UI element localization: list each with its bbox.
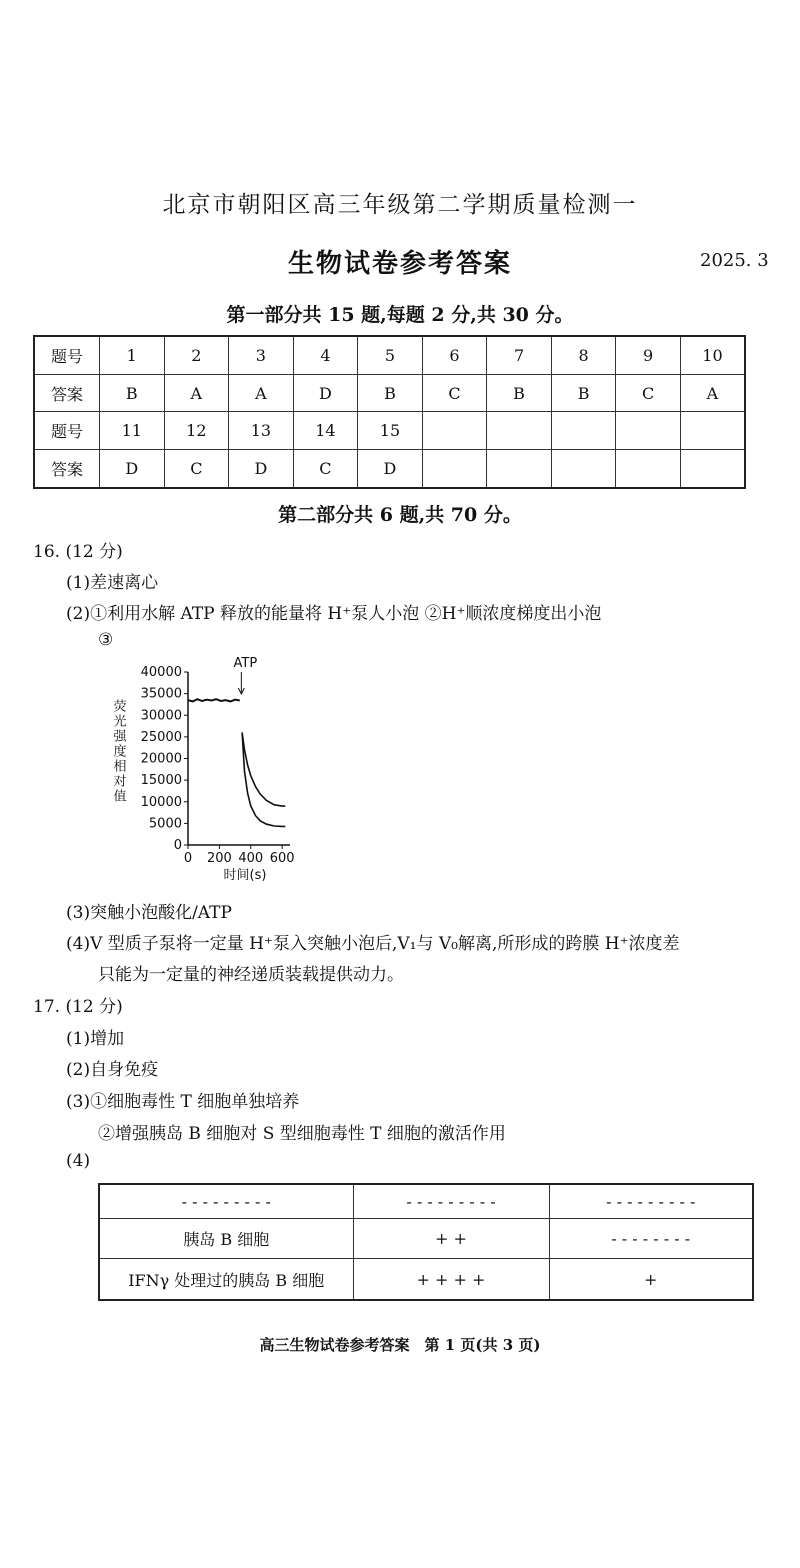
table-cell	[616, 412, 681, 450]
table-cell: - - - - - - - -	[549, 1218, 753, 1258]
table-cell: D	[293, 374, 358, 412]
fluorescence-chart	[110, 655, 310, 895]
y-tick-label: 25000	[140, 729, 182, 745]
table-cell	[487, 450, 552, 488]
table-cell: B	[100, 374, 165, 412]
part1-heading: 第一部分共 15 题,每题 2 分,共 30 分。	[226, 304, 574, 326]
q16-answer-4-line1: (4)V 型质子泵将一定量 H⁺泵入突触小泡后,V₁与 V₀解离,所形成的跨膜 H⁺浓度差	[66, 934, 680, 954]
y-tick-label: 10000	[140, 794, 182, 810]
series-line-lower	[242, 733, 285, 827]
table-cell: 6	[422, 336, 487, 374]
table-cell: 胰岛 B 细胞	[99, 1218, 353, 1258]
table-cell: D	[100, 450, 165, 488]
row-label: 题号	[34, 412, 100, 450]
q17-answer-3-1: (3)①细胞毒性 T 细胞单独培养	[66, 1092, 300, 1112]
q17-answer-3-2: ②增强胰岛 B 细胞对 S 型细胞毒性 T 细胞的激活作用	[98, 1124, 506, 1144]
q16-heading: 16. (12 分)	[33, 542, 123, 562]
table-cell	[680, 412, 745, 450]
table-cell: 8	[551, 336, 616, 374]
y-tick-label: 35000	[140, 686, 182, 702]
table-cell: C	[164, 450, 229, 488]
table-cell	[422, 450, 487, 488]
table-cell: 15	[358, 412, 423, 450]
answer-table	[33, 335, 746, 489]
table-cell: + +	[353, 1218, 549, 1258]
table-cell: 3	[229, 336, 294, 374]
y-tick-label: 30000	[140, 708, 182, 724]
table-cell: A	[164, 374, 229, 412]
table-cell: - - - - - - - - -	[549, 1184, 753, 1218]
y-tick-label: 40000	[140, 665, 182, 680]
y-tick-label: 15000	[140, 773, 182, 789]
table-cell: 13	[229, 412, 294, 450]
document-subtitle: 生物试卷参考答案	[287, 249, 512, 279]
q16-answer-1: (1)差速离心	[66, 573, 159, 593]
x-axis-label: 时间(s)	[223, 868, 267, 883]
answer-row	[34, 450, 745, 488]
q17-answer-2: (2)自身免疫	[66, 1060, 159, 1080]
table-cell: C	[293, 450, 358, 488]
table-row	[99, 1259, 753, 1300]
row-label: 题号	[34, 336, 100, 374]
table-cell: 14	[293, 412, 358, 450]
table-cell: 2	[164, 336, 229, 374]
table-cell	[487, 412, 552, 450]
table-cell: 9	[616, 336, 681, 374]
table-row	[99, 1184, 753, 1218]
y-axis-label: 荧光强度相对值	[110, 699, 126, 804]
x-tick-label: 200	[206, 851, 232, 866]
table-cell: +	[549, 1259, 753, 1300]
table-cell: C	[616, 374, 681, 412]
q17-result-table	[98, 1183, 754, 1301]
table-cell	[616, 450, 681, 488]
y-tick-label: 5000	[148, 816, 182, 832]
table-cell: - - - - - - - - -	[99, 1184, 353, 1218]
table-cell: A	[229, 374, 294, 412]
q17-heading: 17. (12 分)	[33, 997, 123, 1017]
table-cell: C	[422, 374, 487, 412]
table-cell: IFNγ 处理过的胰岛 B 细胞	[99, 1259, 353, 1300]
table-cell: 5	[358, 336, 423, 374]
question-number-row	[34, 336, 745, 374]
series-line-baseline	[188, 699, 240, 701]
answer-row	[34, 374, 745, 412]
row-label: 答案	[34, 374, 100, 412]
table-cell: B	[358, 374, 423, 412]
q17-answer-1: (1)增加	[66, 1029, 125, 1049]
table-cell: 12	[164, 412, 229, 450]
table-cell	[680, 450, 745, 488]
table-cell: 7	[487, 336, 552, 374]
table-cell: + + + +	[353, 1259, 549, 1300]
table-cell: - - - - - - - - -	[353, 1184, 549, 1218]
table-cell: B	[551, 374, 616, 412]
table-cell: A	[680, 374, 745, 412]
table-cell: D	[229, 450, 294, 488]
table-cell	[551, 412, 616, 450]
q16-answer-4-line2: 只能为一定量的神经递质装载提供动力。	[98, 965, 404, 985]
x-tick-label: 400	[238, 851, 264, 866]
q17-answer-4: (4)	[66, 1151, 91, 1171]
table-cell: 10	[680, 336, 745, 374]
table-cell: 11	[100, 412, 165, 450]
table-cell	[422, 412, 487, 450]
x-tick-label: 600	[269, 851, 295, 866]
row-label: 答案	[34, 450, 100, 488]
table-row	[99, 1218, 753, 1258]
table-cell: 4	[293, 336, 358, 374]
table-cell	[551, 450, 616, 488]
atp-annotation: ATP	[233, 656, 258, 671]
table-cell: D	[358, 450, 423, 488]
q16-answer-2: (2)①利用水解 ATP 释放的能量将 H⁺泵人小泡 ②H⁺顺浓度梯度出小泡	[66, 604, 602, 624]
page-footer: 高三生物试卷参考答案 第 1 页(共 3 页)	[259, 1336, 541, 1354]
part2-heading: 第二部分共 6 题,共 70 分。	[278, 504, 522, 526]
q16-answer-2-3: ③	[98, 630, 114, 650]
y-tick-label: 0	[173, 838, 182, 853]
exam-title: 北京市朝阳区高三年级第二学期质量检测一	[162, 192, 638, 218]
table-cell: 1	[100, 336, 165, 374]
table-cell: B	[487, 374, 552, 412]
document-date: 2025. 3	[700, 250, 769, 271]
question-number-row	[34, 412, 745, 450]
q16-answer-3: (3)突触小泡酸化/ATP	[66, 903, 232, 923]
x-tick-label: 0	[183, 851, 193, 866]
y-tick-label: 20000	[140, 751, 182, 767]
